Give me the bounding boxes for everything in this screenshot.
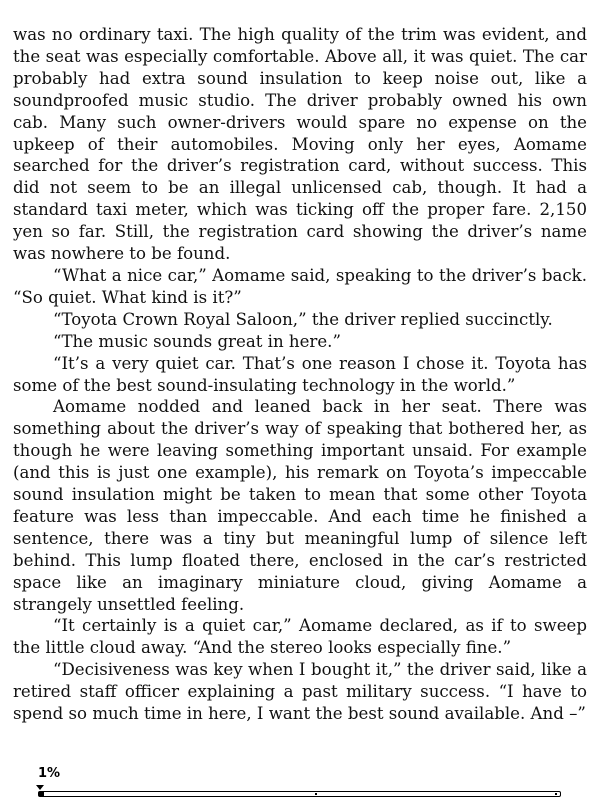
progress-bar-fill [39, 792, 44, 796]
paragraph-7: “It certainly is a quiet car,” Aomame declared, as if to sweep the little cloud away. “And the stereo looks especially fine.” [13, 616, 587, 658]
reader-page[interactable] [13, 24, 587, 754]
chapter-marker [315, 793, 317, 795]
paragraph-2: “What a nice car,” Aomame said, speaking to the driver’s back. “So quiet. What kind is it?” [13, 265, 587, 307]
paragraph-3: “Toyota Crown Royal Saloon,” the driver replied succinctly. [53, 309, 553, 329]
chapter-marker [555, 793, 557, 795]
paragraph-4: “The music sounds great in here.” [53, 331, 341, 351]
paragraph-1: was no ordinary taxi. The high quality of the trim was evident, and the seat was especially comfortable. Above all, it was quiet. The car probably had extra sound insulation to keep noise out, like a soundproofed music studio. The driver probably owned his own cab. Many such owner-drivers would spare no expense on the upkeep of their automobiles. Moving only her eyes, Aomame searched for the driver’s registration card, without success. This did not seem to be an illegal unlicensed cab, though. It had a standard taxi meter, which was ticking off the proper fare. 2,150 yen so far. Still, the registration card showing the driver’s name was nowhere to be found. [13, 25, 587, 264]
progress-percent-label: 1% [38, 766, 61, 781]
reading-progress-footer [0, 766, 600, 800]
progress-bar[interactable] [38, 791, 561, 797]
paragraph-5: “It’s a very quiet car. That’s one reason I chose it. Toyota has some of the best sound-insulating technology in the world.” [13, 353, 587, 395]
progress-pointer-icon [36, 785, 44, 790]
paragraph-6: Aomame nodded and leaned back in her seat. There was something about the driver’s way of speaking that bothered her, as though he were leaving something important unsaid. For example (and this is just one example), his remark on Toyota’s impeccable sound insulation might be taken to mean that some other Toyota feature was less than impeccable. And each time he finished a sentence, there was a tiny but meaningful lump of silence left behind. This lump floated there, enclosed in the car’s restricted space like an imaginary miniature cloud, giving Aomame a strangely unsettled feeling. [13, 397, 587, 614]
paragraph-8: “Decisiveness was key when I bought it,” the driver said, like a retired staff officer explaining a past military success. “I have to spend so much time in here, I want the best sound available. And –” [13, 660, 587, 724]
